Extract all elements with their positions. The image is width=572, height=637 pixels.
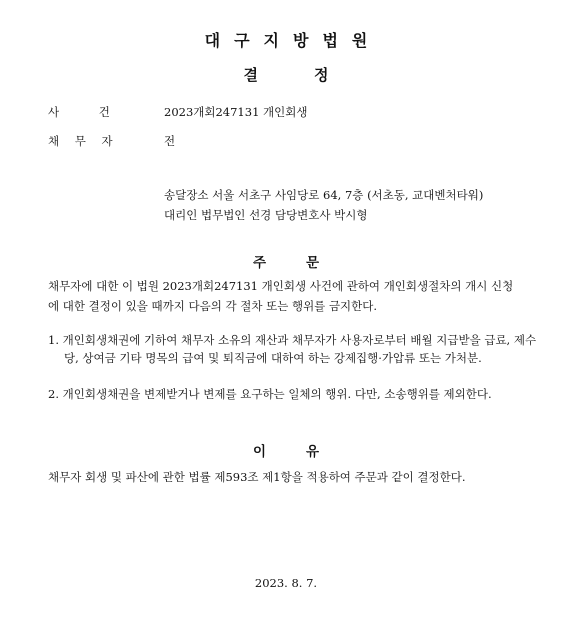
decision-date: 2023. 8. 7.: [254, 576, 318, 590]
order-intro: 채무자에 대한 이 법원 2023개회247131 개인회생 사건에 관하여 개인회생절차의 개시 신청에 대한 결정이 있을 때까지 다음의 각 절차 또는 행위를 금지한다.: [48, 279, 514, 313]
reason-text: 채무자 회생 및 파산에 관한 법률 제593조 제1항을 적용하여 주문과 같이 결정한다.: [48, 470, 466, 484]
case-label: 사 건: [48, 105, 110, 119]
court-name: 대구지방법원: [204, 31, 382, 50]
list-item: 1. 개인회생채권에 기하여 채무자 소유의 재산과 채무자가 사용자로부터 배월 지급받을 급료, 제수당, 상여금 기타 명목의 급여 및 퇴직금에 대하여 하는 강제집행·가압류 또는 가처분.: [48, 333, 537, 365]
debtor-label: 채 무 자: [48, 134, 113, 148]
document-title: 결정: [243, 66, 385, 84]
legal-representative: 대리인 법무법인 선경 담당변호사 박시형: [164, 208, 368, 222]
debtor-name: 전: [164, 134, 176, 148]
case-number: 2023개회247131 개인회생: [164, 105, 308, 119]
list-item: 2. 개인회생채권을 변제받거나 변제를 요구하는 일체의 행위. 다만, 소송행위를 제외한다.: [48, 387, 492, 401]
order-heading: 주문: [252, 255, 360, 271]
reason-heading: 이유: [252, 444, 360, 460]
service-address: 송달장소 서울 서초구 사임당로 64, 7층 (서초동, 교대벤처타워): [164, 188, 484, 202]
